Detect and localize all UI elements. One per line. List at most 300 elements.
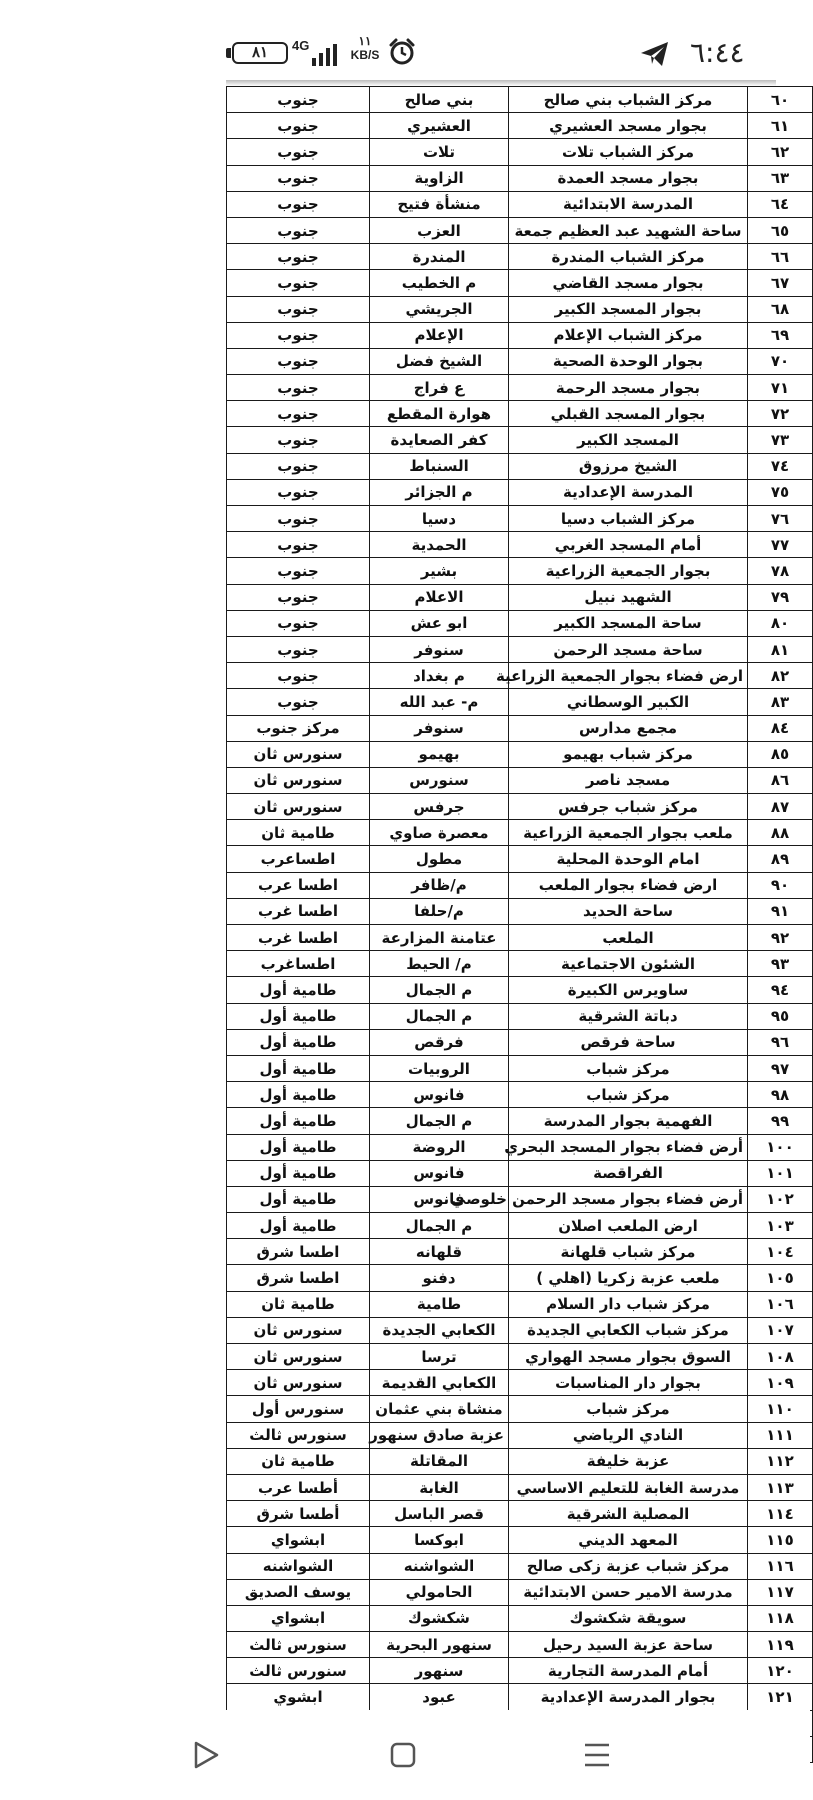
place-cell: بجوار مسجد العشيري bbox=[509, 113, 748, 139]
table-row bbox=[227, 244, 813, 270]
row-number: ٧١ bbox=[748, 375, 813, 401]
place-cell: مركز الشباب المندرة bbox=[509, 244, 748, 270]
place-cell: الفهمية بجوار المدرسة bbox=[509, 1108, 748, 1134]
place-cell: ساحة مسجد الرحمن bbox=[509, 636, 748, 662]
speed-unit: KB/S bbox=[350, 48, 380, 62]
place-cell: بجوار المسجد القبلي bbox=[509, 401, 748, 427]
telegram-icon bbox=[640, 40, 670, 68]
table-row bbox=[227, 139, 813, 165]
region-cell: جنوب bbox=[227, 296, 370, 322]
table-row bbox=[227, 1108, 813, 1134]
place-cell: بجوار الجمعية الزراعية bbox=[509, 558, 748, 584]
region-cell: جنوب bbox=[227, 165, 370, 191]
place-cell: بجوار المدرسة الإعدادية bbox=[509, 1684, 748, 1710]
region-cell: طامية أول bbox=[227, 1108, 370, 1134]
row-number: ٨٥ bbox=[748, 741, 813, 767]
row-number: ١١٨ bbox=[748, 1605, 813, 1631]
region-cell: اطساغرب bbox=[227, 951, 370, 977]
row-number: ٦٠ bbox=[748, 87, 813, 113]
place-cell: ساحة الحديد bbox=[509, 898, 748, 924]
row-number: ١٠١ bbox=[748, 1160, 813, 1186]
table-row bbox=[227, 1658, 813, 1684]
table-row bbox=[227, 1527, 813, 1553]
table-row bbox=[227, 217, 813, 243]
region-cell: ابشواي bbox=[227, 1527, 370, 1553]
network-type: 4G bbox=[292, 38, 310, 53]
table-row bbox=[227, 820, 813, 846]
place-cell: مركز شباب دار السلام bbox=[509, 1291, 748, 1317]
place-cell: مركز شباب bbox=[509, 1396, 748, 1422]
place-cell: ارض فضاء بجوار الملعب bbox=[509, 872, 748, 898]
place-cell: ارض الملعب اصلان bbox=[509, 1213, 748, 1239]
network-speed bbox=[345, 34, 385, 62]
row-number: ١٠٥ bbox=[748, 1265, 813, 1291]
region-cell: اطسا عرب bbox=[227, 872, 370, 898]
place-cell: المعهد الديني bbox=[509, 1527, 748, 1553]
region-cell: مركز جنوب bbox=[227, 715, 370, 741]
table-row bbox=[227, 1265, 813, 1291]
locations-table bbox=[226, 86, 813, 1763]
row-number: ٧٣ bbox=[748, 427, 813, 453]
village-cell: معصرة صاوي bbox=[370, 820, 509, 846]
village-cell: سنهور bbox=[370, 1658, 509, 1684]
region-cell: جنوب bbox=[227, 375, 370, 401]
table-row bbox=[227, 872, 813, 898]
signal-icon bbox=[310, 44, 340, 66]
table-row bbox=[227, 925, 813, 951]
row-number: ٩٠ bbox=[748, 872, 813, 898]
row-number: ١٠٨ bbox=[748, 1344, 813, 1370]
back-icon[interactable] bbox=[192, 1740, 220, 1770]
place-cell: مركز شباب الكعابي الجديدة bbox=[509, 1317, 748, 1343]
place-cell: ساويرس الكبيرة bbox=[509, 977, 748, 1003]
village-cell: الحامولي bbox=[370, 1579, 509, 1605]
row-number: ١٢٠ bbox=[748, 1658, 813, 1684]
region-cell: سنورس ثان bbox=[227, 741, 370, 767]
table-row bbox=[227, 846, 813, 872]
village-cell: شكشوك bbox=[370, 1605, 509, 1631]
region-cell: أطسا شرق bbox=[227, 1501, 370, 1527]
village-cell: ع فراج bbox=[370, 375, 509, 401]
place-cell: الملعب bbox=[509, 925, 748, 951]
place-cell: أمام المدرسة التجارية bbox=[509, 1658, 748, 1684]
document-table-view[interactable] bbox=[226, 80, 794, 1707]
place-cell: ملعب بجوار الجمعية الزراعية bbox=[509, 820, 748, 846]
region-cell: سنورس ثالث bbox=[227, 1658, 370, 1684]
table-row bbox=[227, 1134, 813, 1160]
region-cell: سنورس ثالث bbox=[227, 1632, 370, 1658]
region-cell: أطسا عرب bbox=[227, 1474, 370, 1500]
place-cell: بجوار دار المناسبات bbox=[509, 1370, 748, 1396]
region-cell: سنورس أول bbox=[227, 1396, 370, 1422]
village-cell: المندرة bbox=[370, 244, 509, 270]
village-cell: الكعابي القديمة bbox=[370, 1370, 509, 1396]
place-cell: مدرسة الامير حسن الابتدائية bbox=[509, 1579, 748, 1605]
region-cell: جنوب bbox=[227, 348, 370, 374]
region-cell: طامية أول bbox=[227, 1055, 370, 1081]
region-cell: جنوب bbox=[227, 453, 370, 479]
row-number: ٨٤ bbox=[748, 715, 813, 741]
table-row bbox=[227, 348, 813, 374]
battery-level: ٨١ bbox=[251, 44, 269, 61]
place-cell: بجوار الوحدة الصحية bbox=[509, 348, 748, 374]
village-cell: السنباط bbox=[370, 453, 509, 479]
region-cell: جنوب bbox=[227, 610, 370, 636]
table-body bbox=[227, 87, 813, 1763]
place-cell: مركز شباب bbox=[509, 1082, 748, 1108]
table-row bbox=[227, 453, 813, 479]
row-number: ١٠٢ bbox=[748, 1186, 813, 1212]
village-cell: م الجمال bbox=[370, 1213, 509, 1239]
row-number: ٦١ bbox=[748, 113, 813, 139]
table-row bbox=[227, 951, 813, 977]
place-cell: ملعب عزبة زكريا (اهلي ) bbox=[509, 1265, 748, 1291]
region-cell: طامية أول bbox=[227, 1029, 370, 1055]
row-number: ١١٧ bbox=[748, 1579, 813, 1605]
village-cell: م- عبد الله bbox=[370, 689, 509, 715]
place-cell: مسجد ناصر bbox=[509, 767, 748, 793]
table-row bbox=[227, 636, 813, 662]
table-row bbox=[227, 1160, 813, 1186]
row-number: ٩٥ bbox=[748, 1003, 813, 1029]
table-row bbox=[227, 898, 813, 924]
place-cell: مركز شباب بهيمو bbox=[509, 741, 748, 767]
region-cell: طامية أول bbox=[227, 1186, 370, 1212]
table-row bbox=[227, 270, 813, 296]
region-cell: جنوب bbox=[227, 139, 370, 165]
village-cell: م/ظافر bbox=[370, 872, 509, 898]
region-cell: طامية ثان bbox=[227, 1448, 370, 1474]
table-row bbox=[227, 506, 813, 532]
table-row bbox=[227, 1422, 813, 1448]
place-cell: امام الوحدة المحلية bbox=[509, 846, 748, 872]
place-cell: مركز شباب قلهانة bbox=[509, 1239, 748, 1265]
village-cell: قلهانه bbox=[370, 1239, 509, 1265]
region-cell: جنوب bbox=[227, 584, 370, 610]
table-row bbox=[227, 663, 813, 689]
village-cell: المقاتلة bbox=[370, 1448, 509, 1474]
row-number: ٩٩ bbox=[748, 1108, 813, 1134]
region-cell: ابشوي bbox=[227, 1684, 370, 1710]
row-number: ١٠٧ bbox=[748, 1317, 813, 1343]
region-cell: جنوب bbox=[227, 401, 370, 427]
place-cell: مركز شباب bbox=[509, 1055, 748, 1081]
place-cell: مركز شباب جرفس bbox=[509, 794, 748, 820]
table-row bbox=[227, 1632, 813, 1658]
table-row bbox=[227, 1029, 813, 1055]
row-number: ٩٨ bbox=[748, 1082, 813, 1108]
region-cell: طامية أول bbox=[227, 1082, 370, 1108]
place-cell: سويقة شكشوك bbox=[509, 1605, 748, 1631]
village-cell: فانوس bbox=[370, 1160, 509, 1186]
place-cell: المسجد الكبير bbox=[509, 427, 748, 453]
navigation-bar bbox=[0, 1710, 810, 1800]
region-cell: سنورس ثان bbox=[227, 1317, 370, 1343]
village-cell: م الخطيب bbox=[370, 270, 509, 296]
region-cell: اطسا شرق bbox=[227, 1265, 370, 1291]
region-cell: ابشواي bbox=[227, 1605, 370, 1631]
place-cell: دباتة الشرقية bbox=[509, 1003, 748, 1029]
place-cell: الفراقصة bbox=[509, 1160, 748, 1186]
place-cell: مركز الشباب دسيا bbox=[509, 506, 748, 532]
region-cell: جنوب bbox=[227, 558, 370, 584]
region-cell: جنوب bbox=[227, 191, 370, 217]
table-row bbox=[227, 1082, 813, 1108]
table-row bbox=[227, 165, 813, 191]
row-number: ١١٩ bbox=[748, 1632, 813, 1658]
row-number: ٦٤ bbox=[748, 191, 813, 217]
table-row bbox=[227, 191, 813, 217]
village-cell: الزاوية bbox=[370, 165, 509, 191]
village-cell: بني صالح bbox=[370, 87, 509, 113]
village-cell: فانوس bbox=[370, 1186, 509, 1212]
table-row bbox=[227, 427, 813, 453]
home-icon[interactable] bbox=[390, 1742, 416, 1768]
table-row bbox=[227, 322, 813, 348]
region-cell: سنورس ثان bbox=[227, 1370, 370, 1396]
place-cell: ساحة فرقص bbox=[509, 1029, 748, 1055]
village-cell: م الجمال bbox=[370, 1108, 509, 1134]
row-number: ١١٣ bbox=[748, 1474, 813, 1500]
table-row bbox=[227, 1291, 813, 1317]
village-cell: الروضة bbox=[370, 1134, 509, 1160]
village-cell: سنهور البحرية bbox=[370, 1632, 509, 1658]
table-row bbox=[227, 296, 813, 322]
place-cell: السوق بجوار مسجد الهواري bbox=[509, 1344, 748, 1370]
table-row bbox=[227, 1317, 813, 1343]
table-row bbox=[227, 1474, 813, 1500]
region-cell: جنوب bbox=[227, 244, 370, 270]
row-number: ٧٢ bbox=[748, 401, 813, 427]
row-number: ٦٥ bbox=[748, 217, 813, 243]
village-cell: الشواشنه bbox=[370, 1553, 509, 1579]
place-cell: عزبة خليفة bbox=[509, 1448, 748, 1474]
village-cell: العشيري bbox=[370, 113, 509, 139]
region-cell: جنوب bbox=[227, 532, 370, 558]
village-cell: سنوفر bbox=[370, 715, 509, 741]
region-cell: طامية أول bbox=[227, 1003, 370, 1029]
place-cell: مركز الشباب الإعلام bbox=[509, 322, 748, 348]
village-cell: قصر الباسل bbox=[370, 1501, 509, 1527]
region-cell: جنوب bbox=[227, 322, 370, 348]
village-cell: الحمدية bbox=[370, 532, 509, 558]
village-cell: عزبة صادق سنهور bbox=[370, 1422, 509, 1448]
place-cell: الكبير الوسطاني bbox=[509, 689, 748, 715]
row-number: ٨٨ bbox=[748, 820, 813, 846]
region-cell: جنوب bbox=[227, 636, 370, 662]
region-cell: طامية أول bbox=[227, 977, 370, 1003]
row-number: ٦٢ bbox=[748, 139, 813, 165]
village-cell: هوارة المقطع bbox=[370, 401, 509, 427]
region-cell: سنورس ثان bbox=[227, 1344, 370, 1370]
table-row bbox=[227, 794, 813, 820]
table-row bbox=[227, 1396, 813, 1422]
row-number: ١٢١ bbox=[748, 1684, 813, 1710]
table-row bbox=[227, 1553, 813, 1579]
place-cell: ساحة عزبة السيد رحيل bbox=[509, 1632, 748, 1658]
row-number: ١٠٤ bbox=[748, 1239, 813, 1265]
region-cell: طامية ثان bbox=[227, 1291, 370, 1317]
village-cell: فرقص bbox=[370, 1029, 509, 1055]
table-row bbox=[227, 1370, 813, 1396]
row-number: ٨٣ bbox=[748, 689, 813, 715]
village-cell: جرفس bbox=[370, 794, 509, 820]
row-number: ٨١ bbox=[748, 636, 813, 662]
village-cell: تلات bbox=[370, 139, 509, 165]
village-cell: الاعلام bbox=[370, 584, 509, 610]
village-cell: الغابة bbox=[370, 1474, 509, 1500]
table-row bbox=[227, 1239, 813, 1265]
row-number: ٦٩ bbox=[748, 322, 813, 348]
village-cell: م بغداد bbox=[370, 663, 509, 689]
row-number: ٦٣ bbox=[748, 165, 813, 191]
village-cell: الجريشي bbox=[370, 296, 509, 322]
table-row bbox=[227, 558, 813, 584]
row-number: ٩٢ bbox=[748, 925, 813, 951]
region-cell: اطسا شرق bbox=[227, 1239, 370, 1265]
region-cell: سنورس ثان bbox=[227, 767, 370, 793]
region-cell: جنوب bbox=[227, 506, 370, 532]
village-cell: سنوفر bbox=[370, 636, 509, 662]
place-cell: بجوار مسجد القاضي bbox=[509, 270, 748, 296]
row-number: ٧٧ bbox=[748, 532, 813, 558]
village-cell: الإعلام bbox=[370, 322, 509, 348]
place-cell: الشيخ مرزوق bbox=[509, 453, 748, 479]
region-cell: سنورس ثالث bbox=[227, 1422, 370, 1448]
row-number: ١١٠ bbox=[748, 1396, 813, 1422]
row-number: ١١٢ bbox=[748, 1448, 813, 1474]
place-cell: الشئون الاجتماعية bbox=[509, 951, 748, 977]
speed-value: ١١ bbox=[358, 34, 372, 48]
village-cell: الروبيات bbox=[370, 1055, 509, 1081]
row-number: ٩٤ bbox=[748, 977, 813, 1003]
alarm-icon bbox=[388, 38, 416, 66]
place-cell: أرض فضاء بجوار المسجد البحري bbox=[509, 1134, 748, 1160]
village-cell: الشيخ فضل bbox=[370, 348, 509, 374]
region-cell: اطسا غرب bbox=[227, 925, 370, 951]
table-row bbox=[227, 479, 813, 505]
table-row bbox=[227, 1213, 813, 1239]
table-row bbox=[227, 715, 813, 741]
region-cell: اطساعرب bbox=[227, 846, 370, 872]
row-number: ١١١ bbox=[748, 1422, 813, 1448]
village-cell: الكعابي الجديدة bbox=[370, 1317, 509, 1343]
row-number: ١٠٣ bbox=[748, 1213, 813, 1239]
table-row bbox=[227, 113, 813, 139]
row-number: ٨٦ bbox=[748, 767, 813, 793]
row-number: ١٠٠ bbox=[748, 1134, 813, 1160]
row-number: ١١٥ bbox=[748, 1527, 813, 1553]
region-cell: جنوب bbox=[227, 427, 370, 453]
region-cell: جنوب bbox=[227, 479, 370, 505]
village-cell: منشاة بني عثمان bbox=[370, 1396, 509, 1422]
village-cell: بهيمو bbox=[370, 741, 509, 767]
village-cell: ابوكسا bbox=[370, 1527, 509, 1553]
place-cell: مركز الشباب بني صالح bbox=[509, 87, 748, 113]
region-cell: سنورس ثان bbox=[227, 794, 370, 820]
place-cell: بجوار مسجد الرحمة bbox=[509, 375, 748, 401]
village-cell: م/حلفا bbox=[370, 898, 509, 924]
row-number: ٦٦ bbox=[748, 244, 813, 270]
row-number: ٦٨ bbox=[748, 296, 813, 322]
table-row bbox=[227, 1186, 813, 1212]
place-cell: ساحة الشهيد عبد العظيم جمعة bbox=[509, 217, 748, 243]
row-number: ٧٦ bbox=[748, 506, 813, 532]
village-cell: سنورس bbox=[370, 767, 509, 793]
row-number: ٨٩ bbox=[748, 846, 813, 872]
row-number: ٦٧ bbox=[748, 270, 813, 296]
place-cell: النادي الرياضي bbox=[509, 1422, 748, 1448]
place-cell: المدرسة الإعدادية bbox=[509, 479, 748, 505]
place-cell: مدرسة الغابة للتعليم الاساسي bbox=[509, 1474, 748, 1500]
place-cell: مجمع مدارس bbox=[509, 715, 748, 741]
table-row bbox=[227, 1605, 813, 1631]
table-row bbox=[227, 741, 813, 767]
row-number: ٧٥ bbox=[748, 479, 813, 505]
row-number: ٧٠ bbox=[748, 348, 813, 374]
region-cell: اطسا غرب bbox=[227, 898, 370, 924]
place-cell: مركز شباب عزبة زكى صالح bbox=[509, 1553, 748, 1579]
battery-icon bbox=[232, 42, 288, 64]
village-cell: م الجزائر bbox=[370, 479, 509, 505]
place-cell: المدرسة الابتدائية bbox=[509, 191, 748, 217]
region-cell: طامية ثان bbox=[227, 820, 370, 846]
table-row bbox=[227, 1684, 813, 1710]
table-row bbox=[227, 689, 813, 715]
village-cell: عبود bbox=[370, 1684, 509, 1710]
battery-nub bbox=[226, 48, 231, 58]
table-row bbox=[227, 1003, 813, 1029]
place-cell: المصلية الشرقية bbox=[509, 1501, 748, 1527]
place-cell: بجوار مسجد العمدة bbox=[509, 165, 748, 191]
row-number: ١٠٩ bbox=[748, 1370, 813, 1396]
row-number: ٧٤ bbox=[748, 453, 813, 479]
region-cell: طامية أول bbox=[227, 1213, 370, 1239]
table-row bbox=[227, 1055, 813, 1081]
clock: ٦:٤٤ bbox=[690, 36, 745, 69]
table-row bbox=[227, 584, 813, 610]
region-cell: جنوب bbox=[227, 217, 370, 243]
region-cell: طامية أول bbox=[227, 1134, 370, 1160]
table-row bbox=[227, 610, 813, 636]
region-cell: جنوب bbox=[227, 689, 370, 715]
region-cell: طامية أول bbox=[227, 1160, 370, 1186]
row-number: ٨٠ bbox=[748, 610, 813, 636]
table-row bbox=[227, 532, 813, 558]
region-cell: الشواشنه bbox=[227, 1553, 370, 1579]
place-cell: أمام المسجد الغربي bbox=[509, 532, 748, 558]
place-cell: بجوار المسجد الكبير bbox=[509, 296, 748, 322]
table-row bbox=[227, 87, 813, 113]
village-cell: عتامنة المزارعة bbox=[370, 925, 509, 951]
table-row bbox=[227, 401, 813, 427]
table-row bbox=[227, 1501, 813, 1527]
place-cell: الشهيد نبيل bbox=[509, 584, 748, 610]
village-cell: فانوس bbox=[370, 1082, 509, 1108]
village-cell: ترسا bbox=[370, 1344, 509, 1370]
recents-icon[interactable] bbox=[583, 1742, 611, 1768]
row-number: ٩٧ bbox=[748, 1055, 813, 1081]
village-cell: طامية bbox=[370, 1291, 509, 1317]
region-cell: جنوب bbox=[227, 663, 370, 689]
table-row bbox=[227, 375, 813, 401]
row-number: ٩٣ bbox=[748, 951, 813, 977]
village-cell: م/ الحيط bbox=[370, 951, 509, 977]
place-cell: أرض فضاء بجوار مسجد الرحمن خلوصي bbox=[509, 1186, 748, 1212]
region-cell: يوسف الصديق bbox=[227, 1579, 370, 1605]
village-cell: منشأة فتيح bbox=[370, 191, 509, 217]
village-cell: م الجمال bbox=[370, 977, 509, 1003]
